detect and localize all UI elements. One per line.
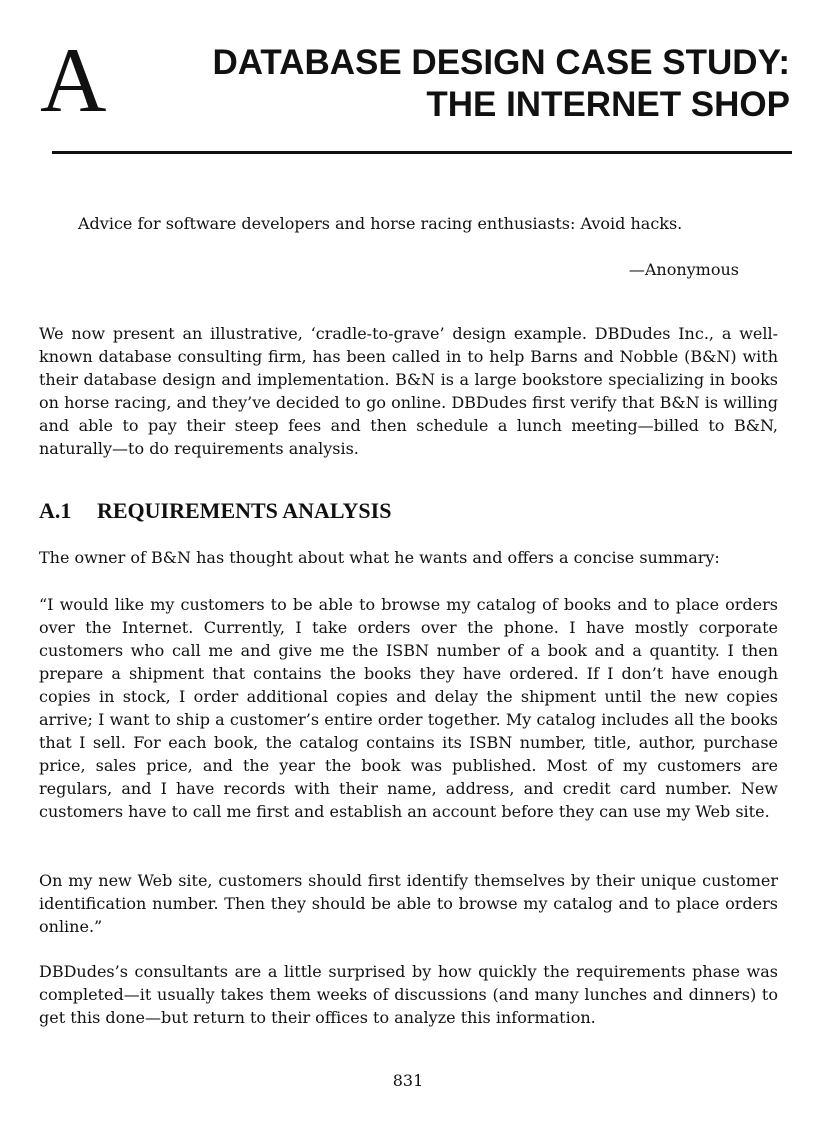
summary-intro-paragraph: The owner of B&N has thought about what he wants and offers a concise summary:: [39, 548, 720, 567]
closing-paragraph: DBDudes’s consultants are a little surprised by how quickly the requirements phase was completed—it usually takes them weeks of discussions (and many lunches and dinners) to get this done—but return to their offices to analyze this information.: [39, 962, 778, 1027]
epigraph-text: Advice for software developers and horse racing enthusiasts: Avoid hacks.: [78, 214, 683, 233]
owner-quote-paragraph-1: “I would like my customers to be able to browse my catalog of books and to place orders over the Internet. Currently, I take orders over the phone. I have mostly corporate customers who call me and give me the ISBN number of a book and a quantity. I then prepare a shipment that contains the books they have ordered. If I don’t have enough copies in stock, I order additional copies and delay the shipment until the new copies arrive; I want to ship a customer’s entire order together. My catalog includes all the books that I sell. For each book, the catalog contains its ISBN number, title, author, purchase price, sales price, and the year the book was published. Most of my customers are regulars, and I have records with their name, address, and credit card number. New customers have to call me first and establish an account before they can use my Web site.: [39, 595, 778, 821]
section-heading: [39, 497, 391, 525]
section-title: REQUIREMENTS ANALYSIS: [97, 498, 392, 523]
chapter-title-line-1: DATABASE DESIGN CASE STUDY:: [212, 43, 790, 82]
intro-paragraph: We now present an illustrative, ‘cradle-to-grave’ design example. DBDudes Inc., a well-known database consulting firm, has been called in to help Barns and Nobble (B&N) with their database design and implementation. B&N is a large bookstore specializing in books on horse racing, and they’ve decided to go online. DBDudes first verify that B&N is willing and able to pay their steep fees and then schedule a lunch meeting—billed to B&N, naturally—to do requirements analysis.: [39, 324, 778, 458]
page-number: 831: [392, 1071, 424, 1090]
chapter-rule: [52, 151, 792, 154]
chapter-letter: A: [40, 29, 106, 131]
chapter-title: [130, 42, 790, 126]
epigraph-source: —Anonymous: [628, 260, 739, 279]
owner-quote-paragraph-2: On my new Web site, customers should first identify themselves by their unique customer identification number. Then they should be able to browse my catalog and to place orders online.”: [39, 871, 778, 936]
section-number: A.1: [39, 498, 72, 523]
chapter-title-line-2: THE INTERNET SHOP: [426, 85, 790, 124]
